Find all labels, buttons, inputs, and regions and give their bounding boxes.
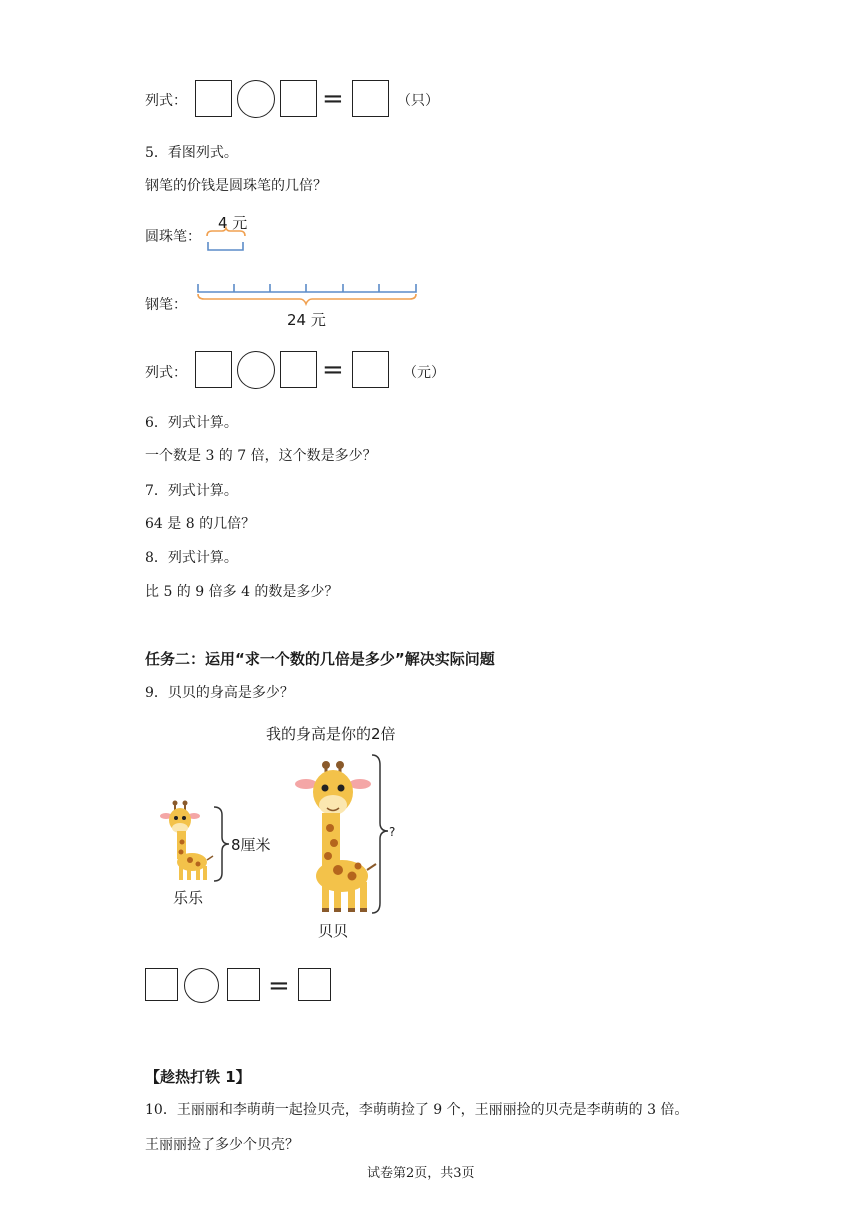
large-giraffe-name: 贝贝: [318, 922, 349, 940]
small-height-brace: [212, 805, 232, 883]
q5-unit: （元）: [403, 365, 445, 381]
task2-title: 任务二：运用“求一个数的几倍是多少”解决实际问题: [145, 650, 495, 668]
q8-question: 比 5 的 9 倍多 4 的数是多少？: [145, 584, 339, 600]
q4-operator-circle[interactable]: [237, 80, 275, 118]
large-height-label: ?: [389, 825, 396, 839]
giraffe-small-illustration: [158, 798, 220, 888]
q9-heading: 9．贝贝的身高是多少？: [145, 685, 294, 701]
q6-question: 一个数是 3 的 7 倍，这个数是多少？: [145, 448, 377, 464]
q5-question: 钢笔的价钱是圆珠笔的几倍？: [145, 178, 327, 194]
q5-heading: 5．看图列式。: [145, 145, 238, 161]
speech-text: 我的身高是你的2倍: [266, 725, 396, 743]
q5-operator-circle[interactable]: [237, 351, 275, 389]
small-giraffe-name: 乐乐: [173, 889, 204, 907]
q4-unit: （只）: [397, 93, 439, 109]
page-footer: 试卷第2页，共3页: [367, 1166, 475, 1181]
fountainpen-diagram: [196, 282, 421, 306]
practice-title: 【趁热打铁 1】: [145, 1068, 251, 1086]
q5-answer-box-1[interactable]: [195, 351, 232, 388]
fountainpen-value-label: 24 元: [287, 311, 326, 329]
q9-answer-box-1[interactable]: [145, 968, 178, 1001]
small-height-label: 8厘米: [231, 836, 271, 854]
fountainpen-label: 钢笔：: [145, 297, 187, 313]
q10-line-2: 王丽丽捡了多少个贝壳？: [145, 1137, 299, 1153]
ballpen-diagram: [205, 228, 250, 258]
q7-question: 64 是 8 的几倍？: [145, 516, 256, 532]
q4-equals-sign: =: [322, 84, 344, 114]
q10-line-1: 10．王丽丽和李萌萌一起捡贝壳，李萌萌捡了 9 个，王丽丽捡的贝壳是李萌萌的 3 倍。: [145, 1102, 689, 1118]
q4-answer-box-1[interactable]: [195, 80, 232, 117]
q6-heading: 6．列式计算。: [145, 415, 238, 431]
q5-answer-box-2[interactable]: [280, 351, 317, 388]
ballpen-value-label: 4 元: [218, 214, 248, 232]
q5-equals-sign: =: [322, 355, 344, 385]
q4-answer-box-2[interactable]: [280, 80, 317, 117]
q9-answer-box-3[interactable]: [298, 968, 331, 1001]
q4-answer-box-3[interactable]: [352, 80, 389, 117]
q9-answer-box-2[interactable]: [227, 968, 260, 1001]
ballpen-label: 圆珠笔：: [145, 229, 201, 245]
q9-operator-circle[interactable]: [184, 968, 219, 1003]
q5-answer-box-3[interactable]: [352, 351, 389, 388]
q8-heading: 8．列式计算。: [145, 550, 238, 566]
q9-equals-sign: =: [268, 971, 290, 1001]
q5-formula-label: 列式：: [145, 365, 187, 381]
q7-heading: 7．列式计算。: [145, 483, 238, 499]
q4-formula-label: 列式：: [145, 93, 187, 109]
